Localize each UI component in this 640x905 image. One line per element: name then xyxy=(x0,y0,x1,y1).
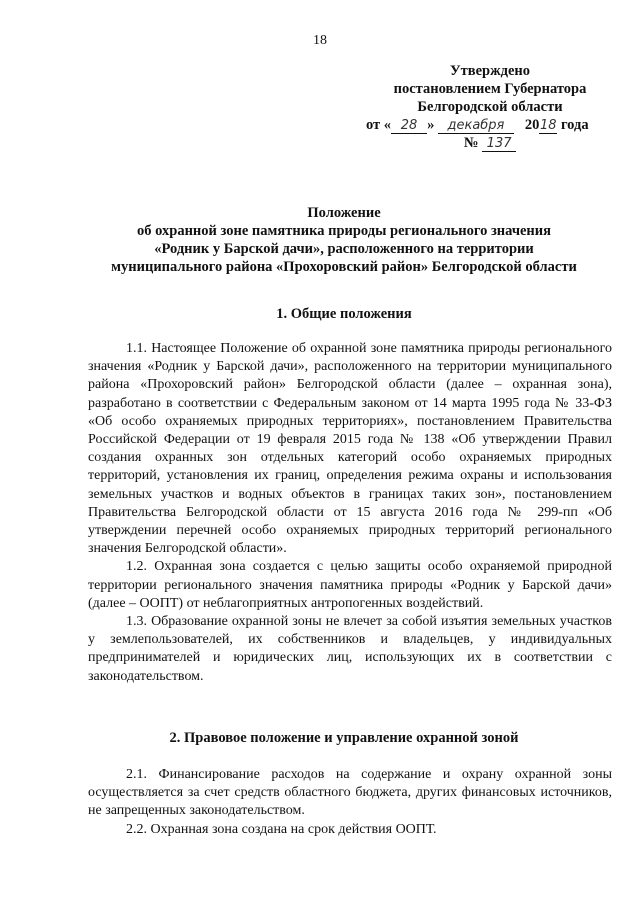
paragraph-1-1: 1.1. Настоящее Положение об охранной зоне памятника природы регионального значения «Родник у Барской дачи», расположенного на территории муниципального района «Прохоровский район» Белгородской области (далее – охранная зона), разработано в соответствии с Федеральным законом от 14 марта 1995 года № 33-ФЗ «Об особо охраняемых природных территориях», постановлением Правительства Российской Федерации от 19 февраля 2015 года № 138 «Об утверждении Правил создания охранных зон отдельных категорий особо охраняемых природных территорий, установления их границ, определения режима охраны и использования земельных участков и водных объектов в границах таких зон», постановлением Правительства Белгородской области от 15 августа 2016 года № 299-пп «Об утверждении перечней особо охраняемых природных территорий регионального значения Белгородской области». xyxy=(88,341,612,557)
section-1-body xyxy=(88,340,612,686)
approval-line-3: Белгородской области xyxy=(417,99,563,115)
date-mid: » xyxy=(427,117,435,133)
section-2-heading: 2. Правовое положение и управление охранной зоной xyxy=(169,730,519,746)
number-prefix: № xyxy=(463,135,479,151)
title-line-1: Положение xyxy=(307,205,381,221)
paragraph-2-2: 2.2. Охранная зона создана на срок действия ООПТ. xyxy=(126,821,437,837)
handwritten-month: декабря xyxy=(438,119,514,134)
title-line-2: об охранной зоне памятника природы регионального значения xyxy=(137,223,551,239)
year-word: года xyxy=(560,117,589,133)
page-number: 18 xyxy=(313,33,327,48)
title-line-4: муниципального района «Прохоровский район» Белгородской области xyxy=(111,259,577,275)
handwritten-number: 137 xyxy=(482,137,516,152)
section-1-heading: 1. Общие положения xyxy=(276,306,412,322)
approval-line-2: постановлением Губернатора xyxy=(393,81,587,97)
paragraph-1-2: 1.2. Охранная зона создается с целью защиты особо охраняемой природной территории регионального значения памятника природы «Родник у Барской дачи» (далее – ООПТ) от неблагоприятных антропогенных воздействий. xyxy=(88,559,612,611)
year-prefix: 20 xyxy=(524,117,540,133)
paragraph-1-3: 1.3. Образование охранной зоны не влечет за собой изъятия земельных участков у землепользователей, их собственников и владельцев, у индивидуальных предпринимателей и юридических лиц, использующих их в соответствии с законодательством. xyxy=(88,614,612,684)
title-line-3: «Родник у Барской дачи», расположенного на территории xyxy=(154,241,534,257)
paragraph-2-1: 2.1. Финансирование расходов на содержание и охрану охранной зоны осуществляется за счет средств областного бюджета, других финансовых источников, не запрещенных законодательством. xyxy=(88,767,612,819)
handwritten-year: 18 xyxy=(540,118,557,133)
approval-date xyxy=(360,116,620,134)
document-title xyxy=(84,204,604,276)
date-prefix: от « xyxy=(366,117,392,133)
handwritten-day: 28 xyxy=(391,119,427,134)
approval-stamp xyxy=(360,62,620,152)
approval-number xyxy=(360,134,620,152)
approval-line-1: Утверждено xyxy=(450,63,530,79)
section-2-body xyxy=(88,766,612,839)
